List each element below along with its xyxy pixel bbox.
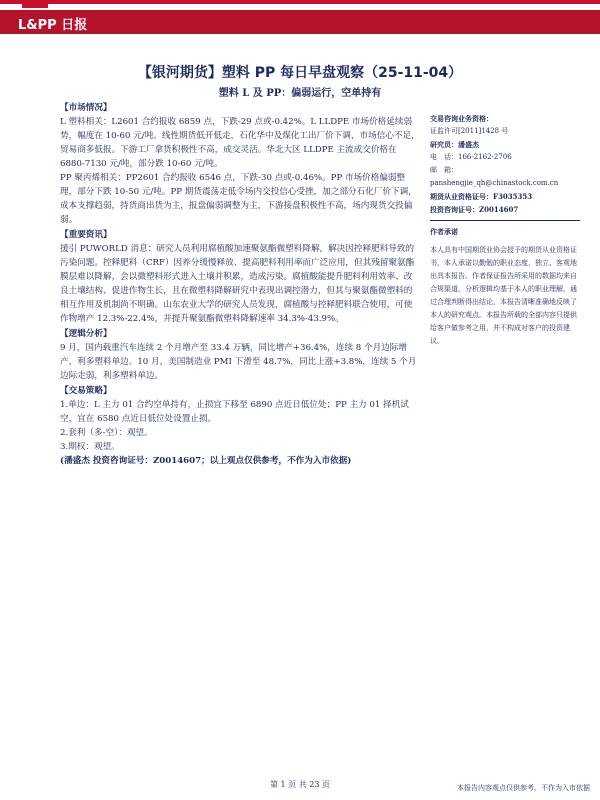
sidebar: [430, 112, 580, 348]
market-paragraph-l: L 塑料相关：L2601 合约报收 6859 点，下跌-29 点或-0.42%。L LLDPE 市场价格延续弱势，幅度在 10-60 元/吨。线性期货低开低走，石化华中及煤化工出厂价下调，市场信心不足，贸易商多低报。下游工厂拿货积极性不高，成交灵活。华北大区 LLDPE 主流成交价格在 6880-7130 元/吨，部分跌 10-60 元/吨。: [60, 117, 420, 169]
sidebar-email[interactable]: panshengjie_qh@chinastock.com.cn: [430, 179, 559, 187]
section-strategy-heading: 【交易策略】: [60, 386, 112, 396]
strategy-item-options: 3.期权：观望。: [60, 442, 120, 452]
sidebar-email-label: 邮 箱：: [430, 166, 458, 174]
sidebar-phone: 电 话：166-2162-2706: [430, 153, 512, 161]
sidebar-researcher: 研究员：潘盛杰: [430, 140, 479, 149]
strategy-item-arbitrage: 2.套利（多-空）：观望。: [60, 428, 153, 438]
sidebar-promise-title: 作者承诺: [430, 227, 458, 236]
company-logo: [22, 0, 48, 8]
strategy-footer-note: (潘盛杰 投资咨询证号：Z0014607；以上观点仅供参考，不作为入市依据): [60, 456, 352, 466]
report-title: 【银河期货】塑料 PP 每日早盘观察（25-11-04）: [137, 65, 463, 81]
section-news-heading: 【重要资讯】: [60, 230, 112, 240]
section-market-heading: 【市场情况】: [60, 103, 112, 113]
sidebar-license-1: 期货从业资格证号：F3035353: [430, 192, 533, 201]
report-header-bar: [0, 10, 600, 34]
sidebar-promise-text: 本人具有中国期货业协会授予的期货从业资格证书，本人承诺以勤勉的职业态度，独立、客观地出具本报告。作者保证报告所采用的数据均来自合规渠道，分析逻辑均基于本人的职业理解，通过合理判断得出结论，本报告清晰准确地反映了本人的研究观点。本报告所载的全部内容只提供给客户做参考之用，并不构成对客户的投资建议。: [430, 246, 577, 345]
footer-disclaimer: 本报告内容观点仅供参考，不作为入市依据: [457, 784, 590, 792]
sidebar-qual-title: 交易咨询业务资格：: [430, 114, 493, 123]
main-content: [60, 100, 420, 468]
logic-paragraph: 9 月，国内载重汽车连续 2 个月增产至 33.4 万辆，同比增产+36.4%，连续 8 个月边际增产，利多塑料单边。10 月，美国制造业 PMI 下滑至 48.7%，同比上涨+3.8%，连续 5 个月边际走弱，利多塑料单边。: [60, 343, 417, 381]
market-paragraph-pp: PP 聚丙烯相关：PP2601 合约报收 6546 点，下跌-30 点或-0.46%。PP 市场价格偏弱整理，部分下跌 10-50 元/吨。PP 期货震荡走低令场内交投信心受挫，加之部分石化厂价下调，成本支撑趋弱，持货商出货为主，报盘偏弱调整为主，下游接盘积极性不高，场内现货交投偏弱。: [60, 173, 417, 225]
top-red-bar: [0, 0, 600, 4]
news-paragraph: 援引 PUWORLD 消息：研究人员利用腐植酸加速聚氨酯微塑料降解，解决因控释肥料导致的污染问题。控释肥料（CRF）因养分缓慢释放、提高肥料利用率而广泛应用，但其残留聚氨酯膜层难以降解，会以微塑料形式进入土壤并积累，造成污染。腐植酸能提升肥料利用效率、改良土壤结构、促进作物生长，且在微塑料降解研究中表现出调控潜力，但其与聚氨酯微塑料的相互作用及机制尚不明确。山东农业大学的研究人员发现，腐植酸与控释肥料联合使用，可使作物增产 12.3%-22.4%，并提升聚氨酯微塑料降解速率 34.3%-43.9%。: [60, 244, 415, 324]
sidebar-divider: [430, 220, 580, 221]
top-band: [0, 0, 600, 8]
header-title: L&PP 日报: [18, 18, 88, 33]
report-subtitle: 塑料 L 及 PP：偏弱运行，空单持有: [218, 88, 382, 99]
section-logic-heading: 【逻辑分析】: [60, 329, 112, 339]
page-number: 第 1 页 共 23 页: [270, 780, 330, 789]
strategy-item-single: 1.单边：L 主力 01 合约空单持有，止损宜下移至 6890 点近日低位处；PP 主力 01 择机试空，宜在 6580 点近日低位处设置止损。: [60, 400, 409, 424]
sidebar-license-2: 投资咨询证号：Z0014607: [430, 205, 519, 214]
sidebar-qual-line: 证监许可[2011]1428 号: [430, 127, 509, 135]
